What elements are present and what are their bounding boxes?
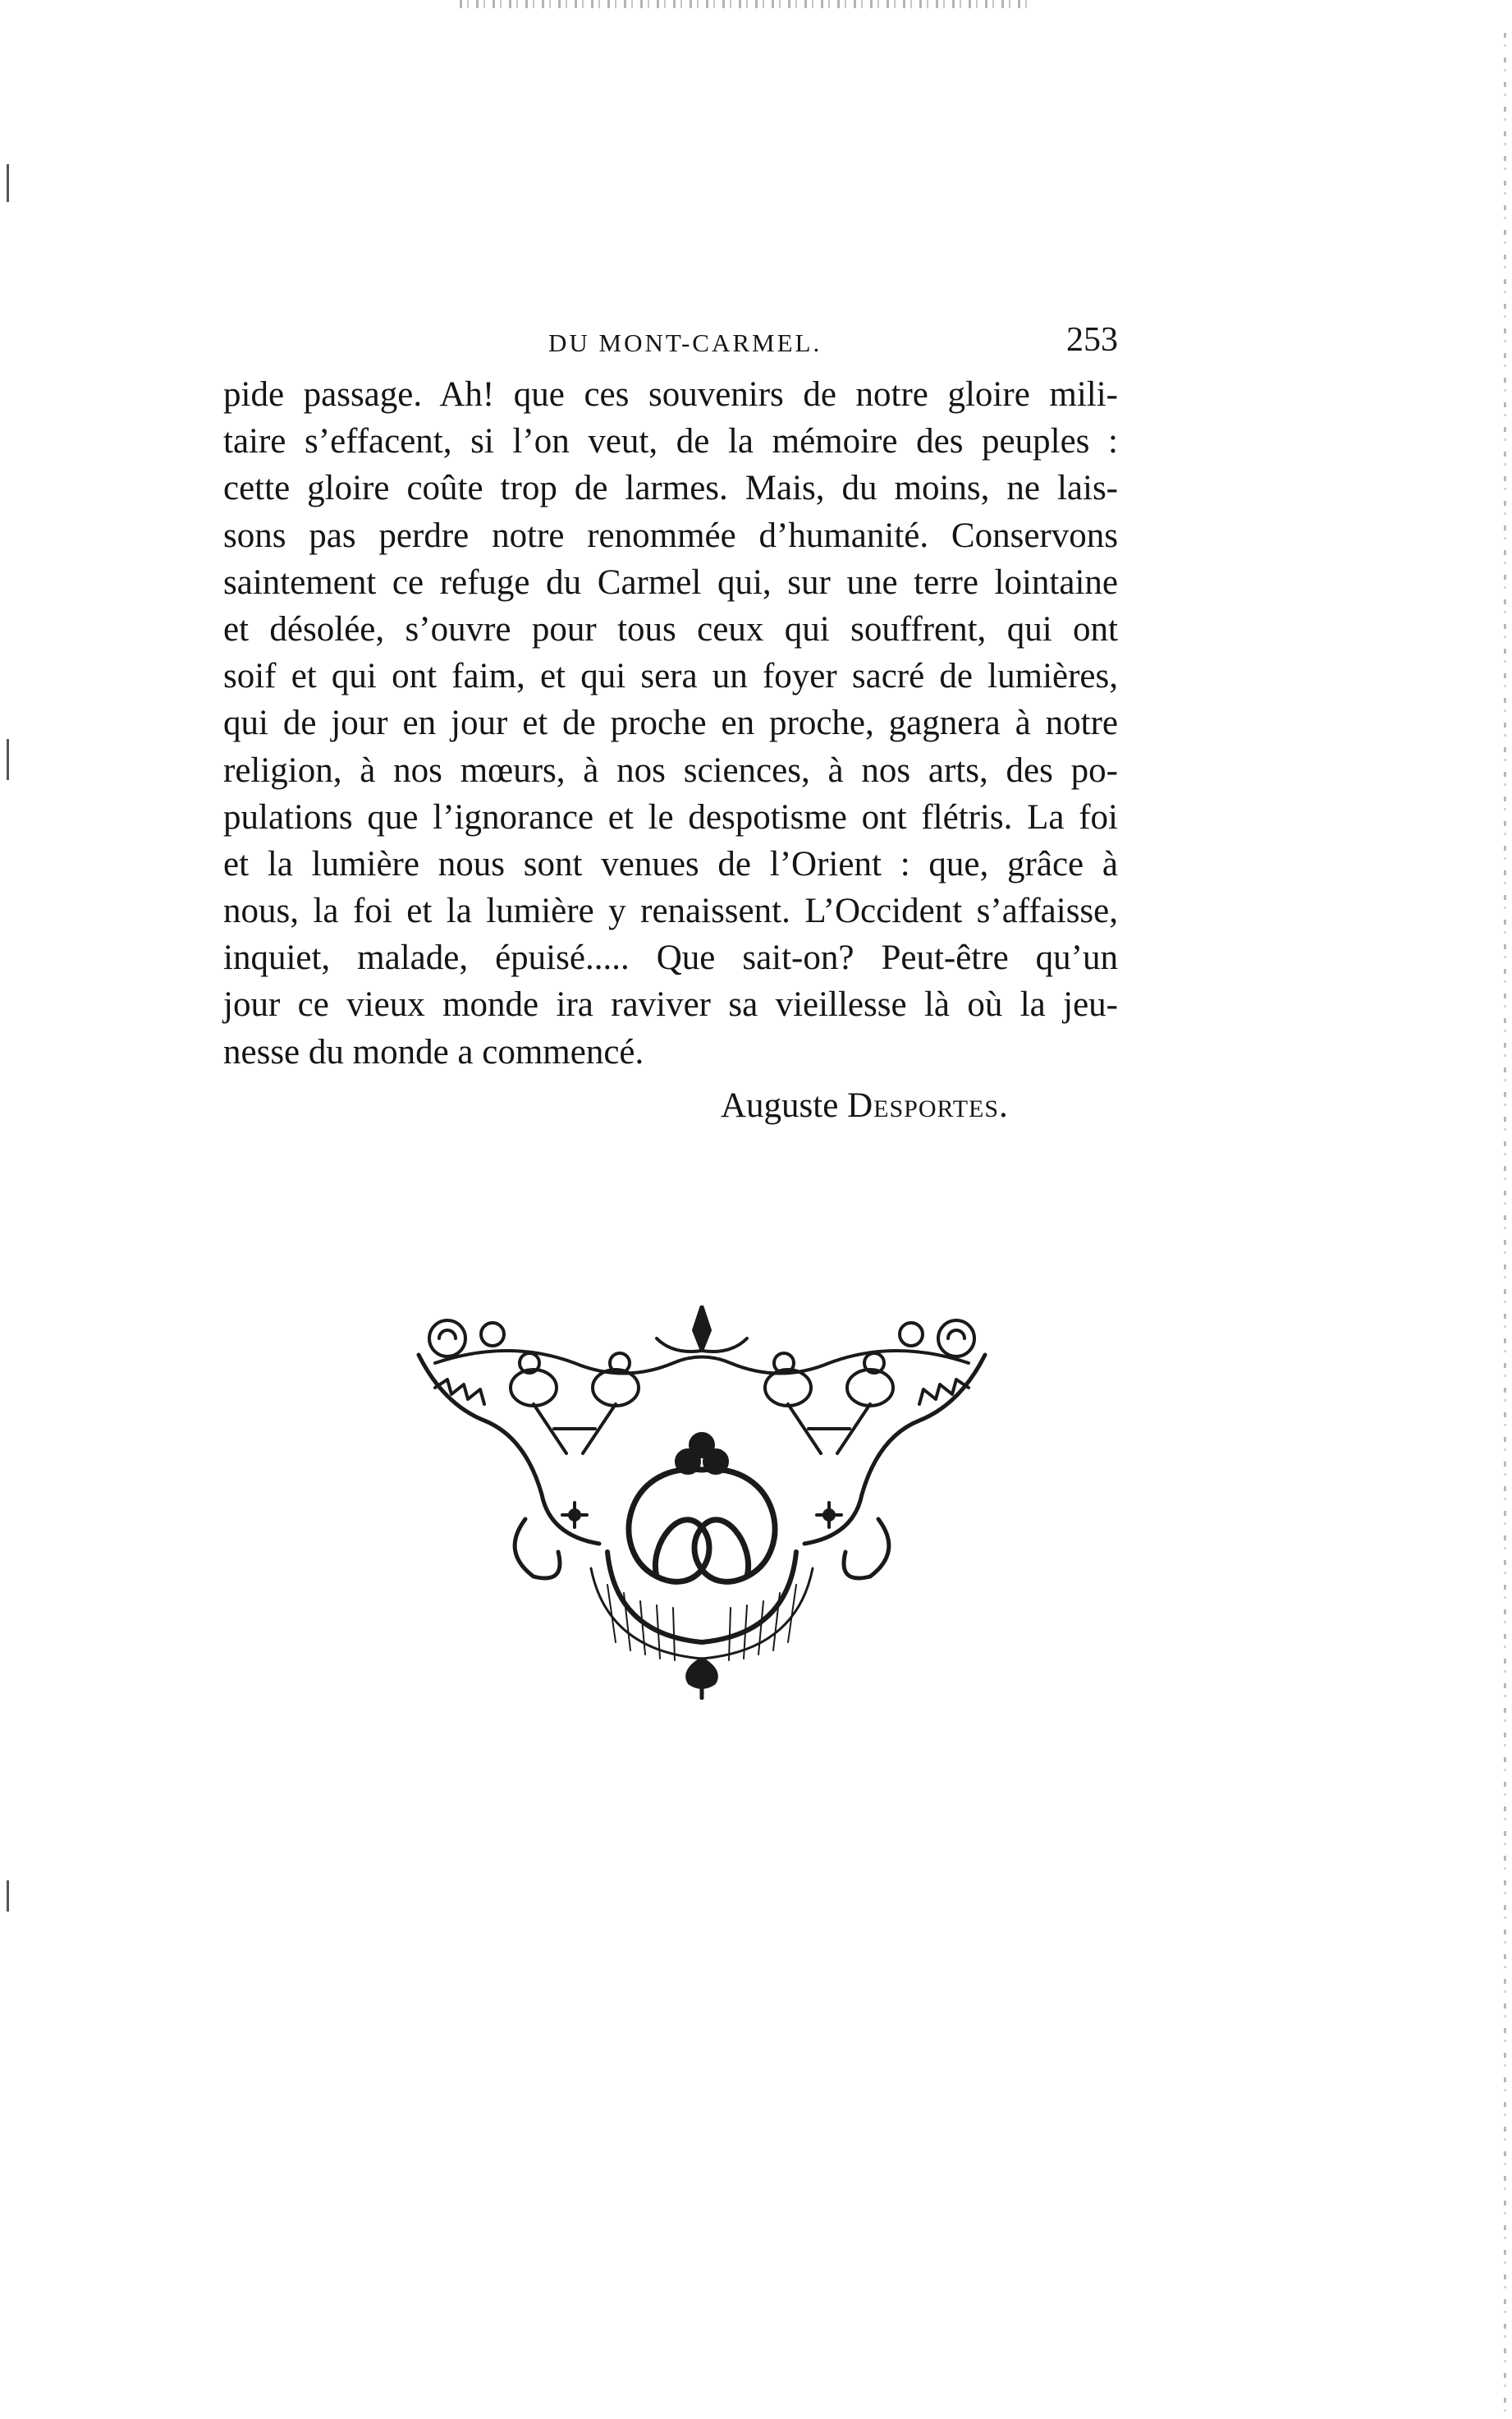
margin-mark [7,739,9,780]
floral-tailpiece-ornament-icon [410,1306,993,1700]
text-line: soif et qui ont faim, et qui sera un foyer sacré de lumières, [223,657,1118,696]
body-text [223,371,1118,1076]
text-line: jour ce vieux monde ira raviver sa vieillesse là où la jeu- [223,985,1118,1025]
text-line: nous, la foi et la lumière y renaissent. L’Occident s’affaisse, [223,892,1118,931]
author-surname: Desportes. [847,1086,1009,1125]
text-line: taire s’effacent, si l’on veut, de la mémoire des peuples : [223,422,1118,461]
running-title: DU MONT-CARMEL. [548,328,822,357]
scan-edge-artifact [1504,33,1506,2419]
author-first-name: Auguste [721,1086,839,1125]
text-line: sons pas perdre notre renommée d’humanité. Conservons [223,516,1118,555]
page-number: 253 [1066,321,1118,359]
text-line: cette gloire coûte trop de larmes. Mais, du moins, ne lais- [223,469,1118,508]
running-head [223,321,1118,366]
margin-mark [7,164,9,202]
text-line: religion, à nos mœurs, à nos sciences, à nos arts, des po- [223,750,1118,790]
text-line: qui de jour en jour et de proche en proche, gagnera à notre [223,704,1118,743]
text-line: saintement ce refuge du Carmel qui, sur une terre lointaine [223,562,1118,602]
text-line: et désolée, s’ouvre pour tous ceux qui souffrent, qui ont [223,609,1118,649]
scan-edge-artifact [460,0,1034,8]
text-line: et la lumière nous sont venues de l’Orient : que, grâce à [223,844,1118,884]
author-signature [721,1086,1009,1126]
text-line: inquiet, malade, épuisé..... Que sait-on? Peut-être qu’un [223,939,1118,978]
text-line: pide passage. Ah! que ces souvenirs de notre gloire mili- [223,375,1118,414]
margin-mark [7,1880,9,1912]
text-line: nesse du monde a commencé. [223,1032,644,1072]
text-line: pulations que l’ignorance et le despotisme ont flétris. La foi [223,797,1118,837]
